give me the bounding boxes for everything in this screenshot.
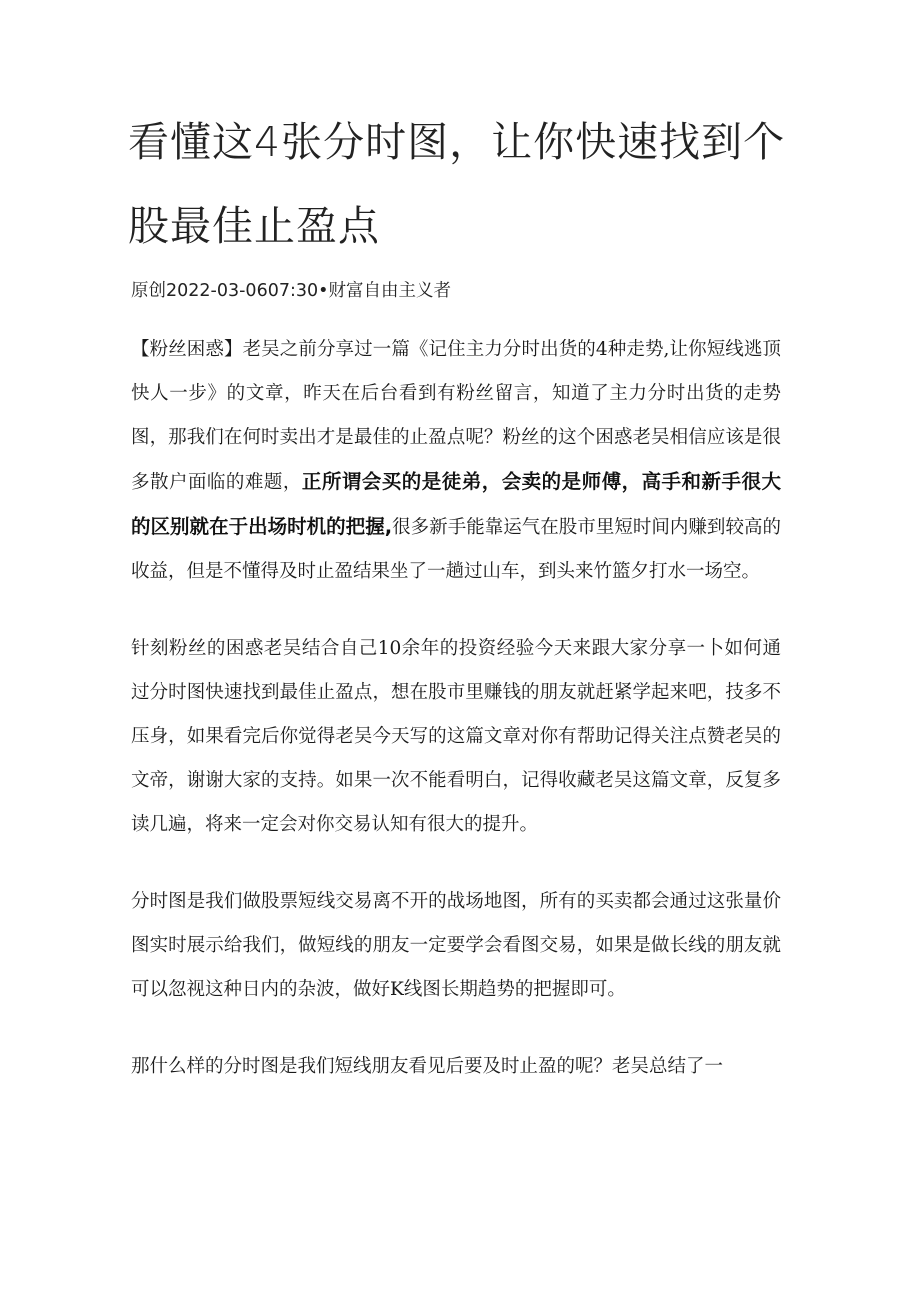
paragraph-text: 【粉丝困惑】老吴之前分享过一篇《记住主力分时出货的4种走势,让你短线逃顶快人一步》的文章，昨天在后台看到有粉丝留言，知道了主力分时出货的走势图，那我们在何时卖出才是最佳的止盈点呢？粉丝的这个困惑老吴相信应该是很多散户面临的难题，: [131, 339, 781, 493]
article-body: [131, 328, 781, 1122]
paragraph-fan-question: [131, 328, 781, 594]
article-title: 看懂这4张分时图，让你快速找到个股最佳止盈点: [128, 118, 786, 250]
paragraph-text: 很多新手能靠运气在股市里短时间内赚到较高的收益，但是不懂得及时止盈结果坐了一趟过山车，到头来竹篮夕打水一场空。: [131, 517, 781, 582]
paragraph-question: 那什么样的分时图是我们短线朋友看见后要及时止盈的呢？老吴总结了一: [131, 1056, 724, 1077]
paragraph-intro: 针刻粉丝的困惑老吴结合自己10余年的投资经验今天来跟大家分享一卜如何通过分时图快速找到最佳止盈点，想在股市里赚钱的朋友就赶紧学起来吧，技多不压身，如果看完后你觉得老吴今天写的这篇文章对你有帮助记得关注点赞老吴的文帝，谢谢大家的支持。如果一次不能看明白，记得收藏老吴这篇文章，反复多读几遍，将来一定会对你交易认知有很大的提升。: [131, 638, 781, 835]
article-meta: 原创2022-03-0607:30•财富自由主义者: [131, 281, 451, 301]
paragraph-timeshare-chart: 分时图是我们做股票短线交易离不开的战场地图，所有的买卖都会通过这张量价图实时展示给我们，做短线的朋友一定要学会看图交易，如果是做长线的朋友就可以忽视这种日内的杂波，做好K线图长期趋势的把握即可。: [131, 891, 781, 1000]
bold-highlight: 正所谓会买的是徒弟，会卖的是师傅，高手和新手很大的区别就在于出场时机的把握,: [131, 470, 781, 538]
